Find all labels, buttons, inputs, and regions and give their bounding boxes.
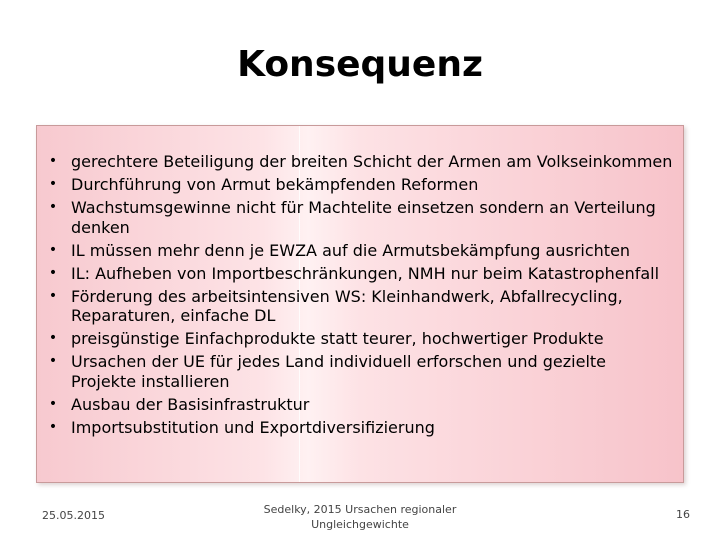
bullet-text: Durchführung von Armut bekämpfenden Reformen (71, 175, 479, 194)
bullet-dot-icon: • (48, 418, 58, 435)
bullet-item (43, 175, 673, 195)
bullet-text: gerechtere Beteiligung der breiten Schicht der Armen am Volkseinkommen (71, 152, 673, 171)
bullet-item (43, 264, 673, 284)
bullet-text: IL: Aufheben von Importbeschränkungen, NMH nur beim Katastrophenfall (71, 263, 660, 283)
bullet-text: Ursachen der UE für jedes Land individuell erforschen und gezielte Projekte installieren (71, 352, 607, 391)
bullet-dot-icon: • (48, 153, 58, 169)
footer-source (250, 502, 470, 532)
bullet-dot-icon: • (48, 287, 58, 304)
bullet-text: Importsubstitution und Exportdiversifizierung (71, 417, 435, 437)
bullet-item (43, 241, 673, 261)
bullet-text: preisgünstige Einfachprodukte statt teurer, hochwertiger Produkte (71, 329, 604, 348)
bullet-text: IL müssen mehr denn je EWZA auf die Armutsbekämpfung ausrichten (71, 240, 631, 260)
bullet-item (43, 352, 673, 391)
bullet-dot-icon: • (48, 353, 58, 369)
footer-source-line: Sedelky, 2015 Ursachen regionaler (263, 503, 457, 516)
footer-source-line: Ungleichgewichte (311, 518, 409, 531)
bullet-item (43, 418, 673, 438)
bullet-dot-icon: • (48, 395, 58, 412)
footer-date: 25.05.2015 (42, 509, 105, 522)
bullet-dot-icon: • (48, 330, 58, 346)
bullet-text: Wachstumsgewinne nicht für Machtelite einsetzen sondern an Verteilung denken (71, 198, 656, 237)
bullet-text: Förderung des arbeitsintensiven WS: Kleinhandwerk, Abfallrecycling, Reparaturen, einfache DL (71, 286, 623, 325)
bullet-dot-icon: • (48, 241, 58, 258)
bullet-dot-icon: • (48, 199, 58, 215)
bullet-item (43, 287, 673, 326)
slide-title: Konsequenz (237, 44, 483, 85)
content-box (36, 125, 684, 483)
bullet-item (43, 329, 673, 349)
page-number: 16 (676, 508, 690, 521)
bullet-text: Ausbau der Basisinfrastruktur (71, 394, 310, 414)
bullet-item (43, 198, 673, 237)
bullet-item (43, 395, 673, 415)
bullet-item (43, 152, 673, 172)
bullet-dot-icon: • (48, 264, 58, 281)
bullet-dot-icon: • (48, 176, 58, 192)
bullet-list (43, 152, 673, 441)
